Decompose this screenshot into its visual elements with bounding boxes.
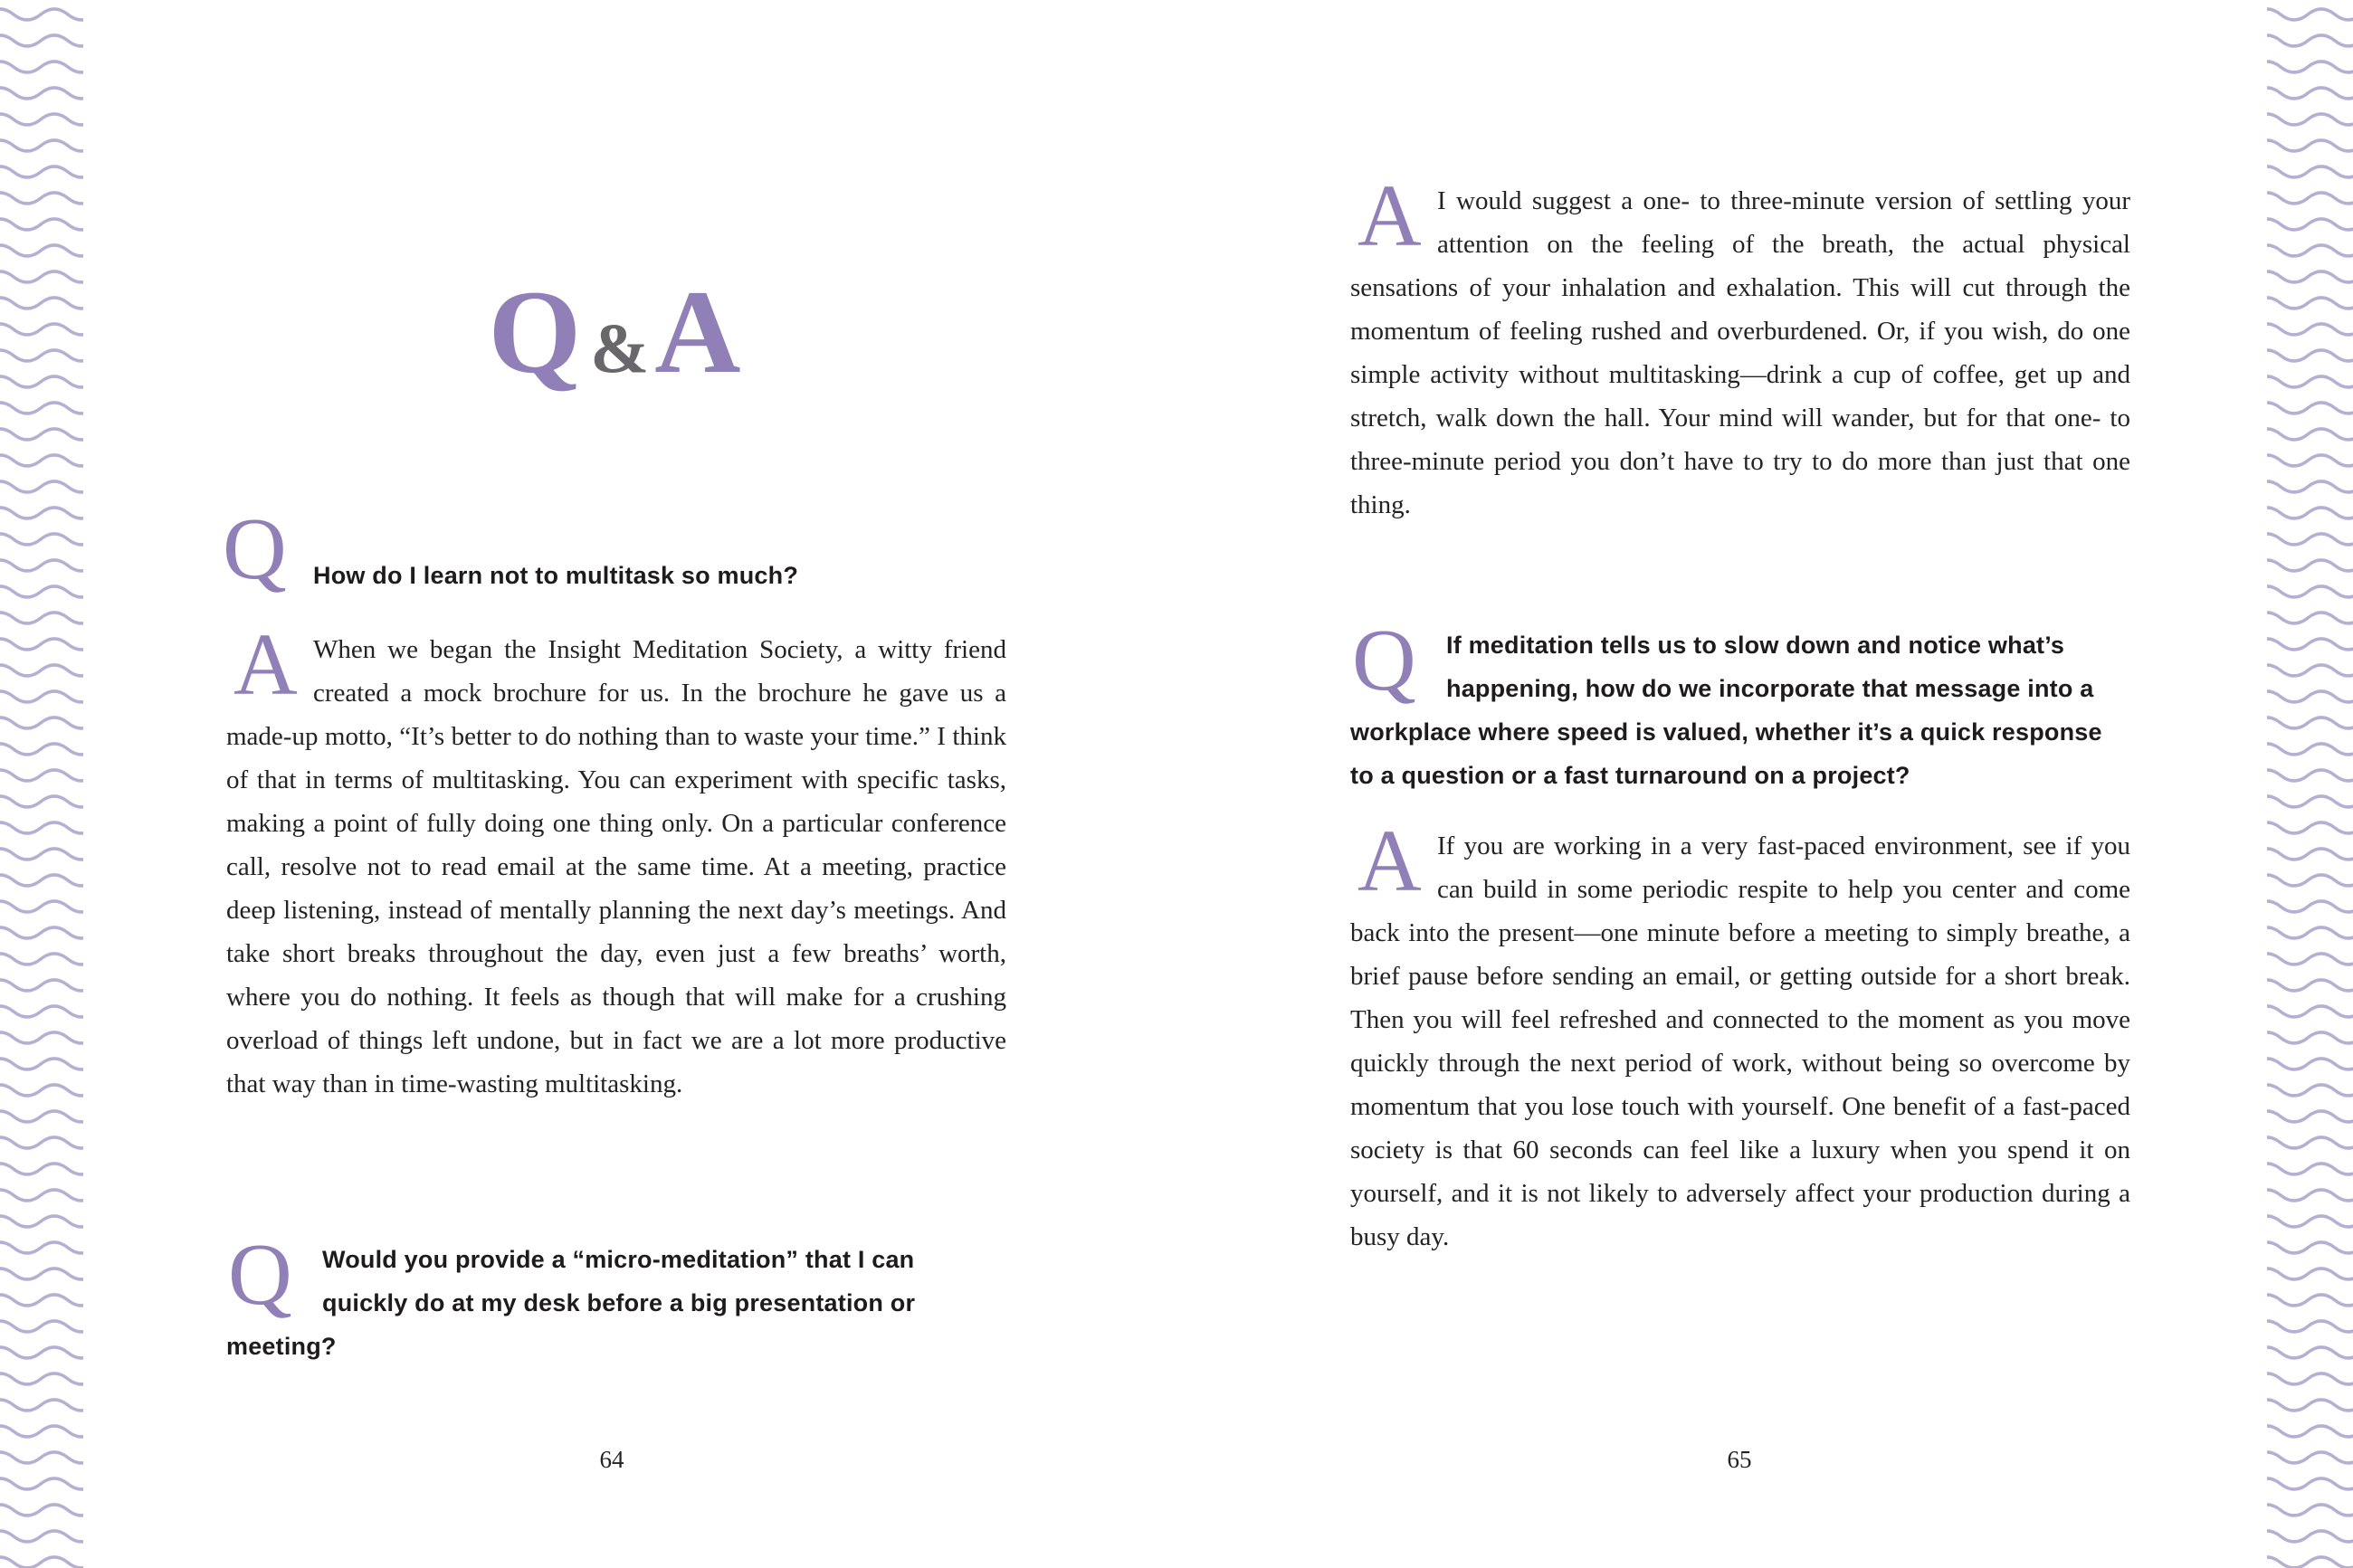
title-wave-underline bbox=[508, 338, 725, 355]
answer-mark-dropcap: A bbox=[1358, 167, 1422, 265]
answer-text: If you are working in a very fast-paced environment, see if you can build in some periodic respite to help you center and come back into the present—one minute before a meeting to simply breathe, a brief pause before sending an email, or getting outside for a short break. Then you will feel refreshed and connected to the moment as you move quickly through the next period of work, without being so overcome by momentum that you lose touch with yourself. One benefit of a fast-paced society is that 60 seconds can feel like a luxury when you spend it on yourself, and it is not likely to adversely affect your production during a busy day. bbox=[1350, 832, 2130, 1251]
answer-text: I would suggest a one- to three-minute version of settling your attention on the feeling of the breath, the actual physical sensations of your inhalation and exhalation. This will cut through the momentum of feeling rushed and overburdened. Or, if you wish, do one simple activity without multitasking—drink a cup of coffee, get up and stretch, walk down the hall. Your mind will wander, but for that one- to three-minute period you don’t have to try to do more than just that one thing. bbox=[1350, 186, 2130, 519]
question-paragraph bbox=[1350, 612, 2130, 797]
question-mark-dropcap: Q bbox=[223, 500, 287, 598]
title-a-letter: A bbox=[654, 265, 745, 399]
question-text: How do I learn not to multitask so much? bbox=[313, 562, 799, 589]
question-text: If meditation tells us to slow down and notice what’s happening, how do we incorporate that message into a workplace where speed is valued, whether it’s a quick response to a question or a fast turnaround on a project? bbox=[1350, 632, 2102, 789]
title-q-letter: Q bbox=[488, 265, 586, 399]
title-ampersand: & bbox=[590, 309, 650, 388]
page-number-right: 65 bbox=[1727, 1446, 1752, 1473]
question-paragraph bbox=[226, 1226, 1006, 1368]
question-text: Would you provide a “micro-meditation” that I can quickly do at my desk before a big presentation or meeting? bbox=[226, 1246, 916, 1360]
right-wave-border bbox=[2267, 0, 2353, 1568]
left-wave-border bbox=[0, 0, 83, 1568]
answer-paragraph bbox=[1350, 813, 2130, 1259]
question-mark-dropcap: Q bbox=[1352, 612, 1416, 709]
answer-mark-dropcap: A bbox=[233, 616, 298, 714]
answer-paragraph bbox=[1350, 167, 2130, 527]
answer-paragraph bbox=[226, 616, 1006, 1106]
answer-text: When we began the Insight Meditation Society, a witty friend created a mock brochure for us. In the brochure he gave us a made-up motto, “It’s better to do nothing than to waste your time.” I think of that in terms of multitasking. You can experiment with specific tasks, making a point of fully doing one thing only. On a particular conference call, resolve not to read email at the same time. At a meeting, practice deep listening, instead of mentally planning the next day’s meetings. And take short breaks throughout the day, even just a few breaths’ worth, where you do nothing. It feels as though that will make for a crushing overload of things left undone, but in fact we are a lot more productive that way than in time-wasting multitasking. bbox=[226, 635, 1006, 1098]
question-mark-dropcap: Q bbox=[228, 1226, 292, 1324]
page-number-left: 64 bbox=[599, 1446, 624, 1473]
answer-mark-dropcap: A bbox=[1358, 813, 1422, 910]
